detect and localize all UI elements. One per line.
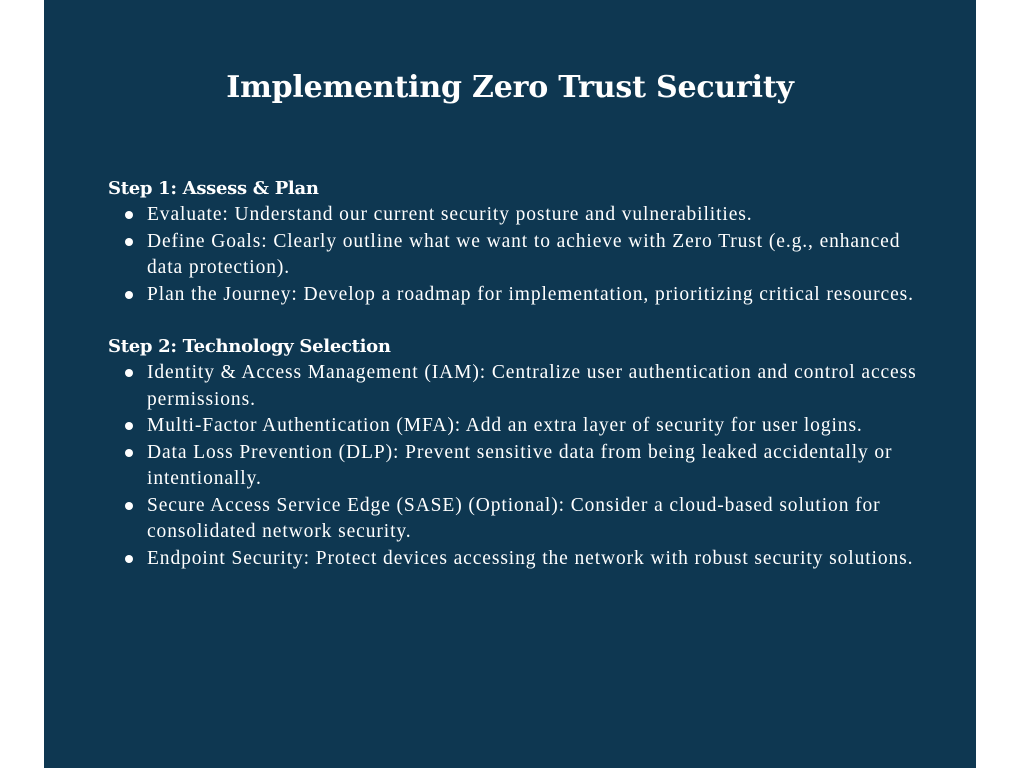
section-heading: Step 1: Assess & Plan — [108, 178, 319, 199]
section-step-1 — [108, 176, 928, 308]
bullet-text: Identity & Access Management (IAM): Centralize user authentication and control access permissions. — [147, 362, 917, 410]
section-step-2 — [108, 334, 928, 572]
bullet-icon — [125, 291, 133, 299]
bullet-item — [108, 546, 928, 573]
bullet-text: Data Loss Prevention (DLP): Prevent sensitive data from being leaked accidentally or intentionally. — [147, 441, 893, 489]
bullet-item — [108, 282, 928, 309]
bullet-item — [108, 413, 928, 440]
slide-title: Implementing Zero Trust Security — [226, 70, 794, 105]
bullet-text: Endpoint Security: Protect devices accessing the network with robust security solutions. — [147, 547, 914, 569]
bullet-item — [108, 440, 928, 493]
bullet-item — [108, 493, 928, 546]
bullet-icon — [125, 555, 133, 563]
bullet-icon — [125, 238, 133, 246]
bullet-list — [108, 360, 928, 572]
bullet-item — [108, 360, 928, 413]
slide — [44, 0, 976, 768]
bullet-item — [108, 229, 928, 282]
bullet-list — [108, 202, 928, 308]
bullet-text: Secure Access Service Edge (SASE) (Optional): Consider a cloud-based solution for consolidated network security. — [147, 494, 881, 542]
bullet-icon — [125, 369, 133, 377]
bullet-text: Evaluate: Understand our current security posture and vulnerabilities. — [147, 204, 753, 225]
bullet-icon — [125, 422, 133, 430]
bullet-icon — [125, 449, 133, 457]
section-heading: Step 2: Technology Selection — [108, 336, 391, 357]
bullet-icon — [125, 211, 133, 219]
bullet-text: Multi-Factor Authentication (MFA): Add an extra layer of security for user logins. — [147, 415, 863, 436]
slide-content — [108, 176, 928, 598]
bullet-item — [108, 202, 928, 229]
bullet-text: Plan the Journey: Develop a roadmap for implementation, prioritizing critical resources. — [147, 283, 914, 305]
bullet-icon — [125, 502, 133, 510]
bullet-text: Define Goals: Clearly outline what we want to achieve with Zero Trust (e.g., enhanced data protection). — [147, 230, 901, 278]
